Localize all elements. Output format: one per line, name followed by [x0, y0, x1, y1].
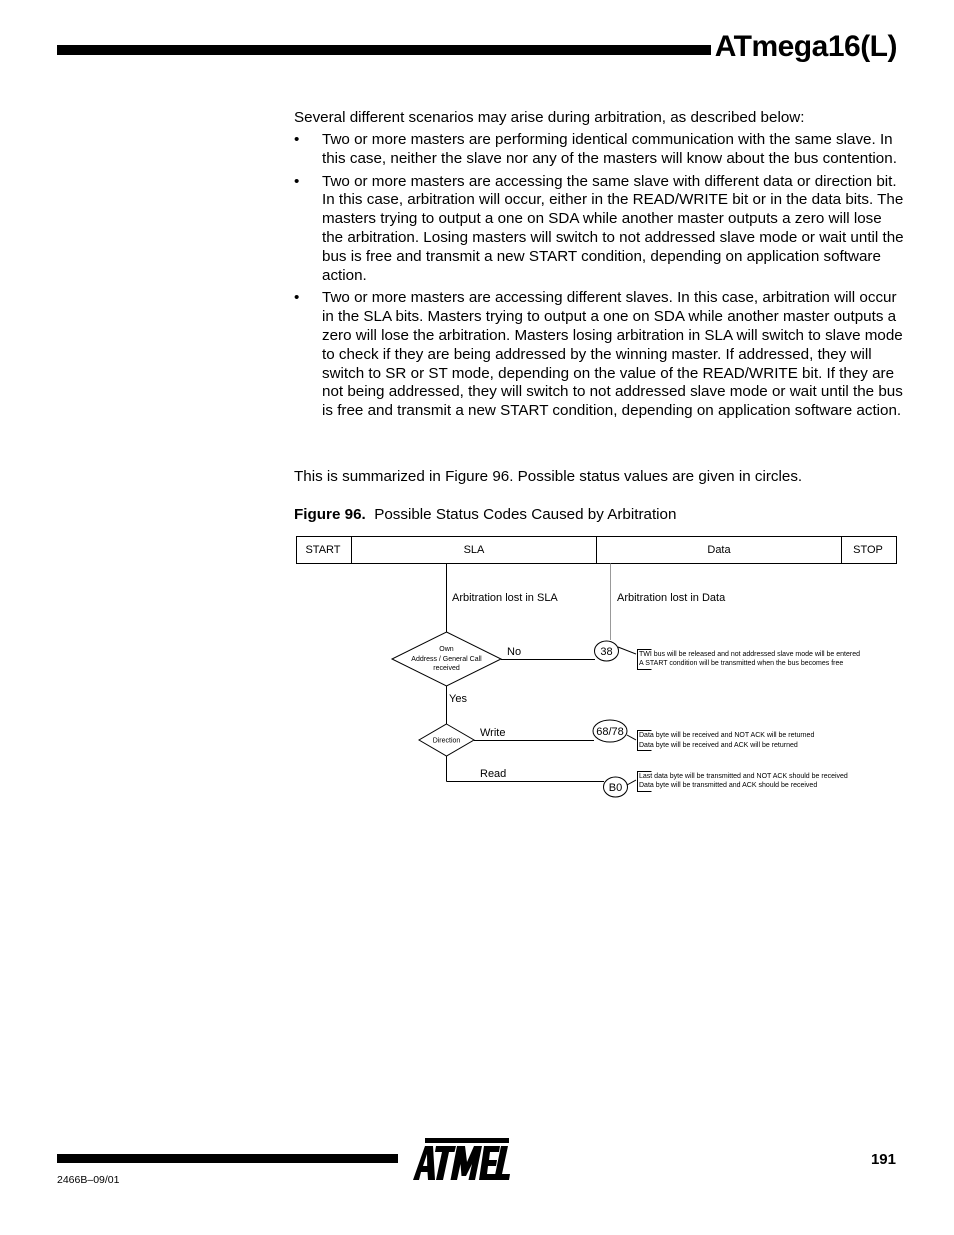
- decision1-line2: Address / General Call: [411, 656, 482, 663]
- phase-data-label: Data: [707, 544, 731, 556]
- atmel-logo: [411, 1136, 511, 1184]
- yes-label: Yes: [449, 693, 467, 705]
- lost-in-sla-label: Arbitration lost in SLA: [452, 592, 558, 604]
- write-label: Write: [480, 727, 506, 739]
- summary-paragraph: This is summarized in Figure 96. Possible status values are given in circles.: [294, 468, 803, 485]
- phase-sla-label: SLA: [463, 544, 485, 556]
- note-connector: [627, 780, 636, 785]
- decision1-line3: received: [433, 665, 460, 672]
- footer-rule: [57, 1154, 398, 1163]
- figure-number: Figure 96.: [294, 506, 366, 523]
- bullet-marker: •: [294, 131, 300, 148]
- status-38-label: 38: [600, 646, 613, 658]
- phase-start-label: START: [305, 544, 341, 556]
- note-connector: [627, 735, 636, 740]
- read-label: Read: [480, 768, 507, 780]
- lost-in-data-label: Arbitration lost in Data: [617, 592, 726, 604]
- bullet-marker: •: [294, 289, 300, 307]
- status-6878-label: 68/78: [596, 726, 624, 738]
- bullet-text: Two or more masters are performing identical communication with the same slave. In this case, neither the slave nor any of the masters will know about the bus contention.: [322, 131, 897, 167]
- document-id: 2466B–09/01: [57, 1174, 120, 1186]
- page-title: ATmega16(L): [714, 30, 897, 63]
- note-write-line1: Data byte will be received and NOT ACK will be returned: [639, 732, 815, 739]
- decision2-label: Direction: [432, 737, 461, 745]
- page-number: 191: [870, 1151, 896, 1168]
- decision1-line1: Own: [439, 646, 454, 653]
- phase-bar: [297, 537, 897, 564]
- note-read-line1: Last data byte will be transmitted and NOT ACK should be received: [639, 773, 848, 780]
- note-connector: [618, 647, 636, 654]
- bullet-marker: •: [294, 172, 300, 190]
- note-write-line2: Data byte will be received and ACK will be returned: [639, 742, 798, 749]
- figure-title: Possible Status Codes Caused by Arbitration: [374, 506, 677, 523]
- status-b0-label: B0: [608, 782, 623, 794]
- note-38-line1: TWI bus will be released and not addressed slave mode will be entered: [639, 651, 861, 658]
- bullet-text: Two or more masters are accessing different slaves. In this case, arbitration will occur in the SLA bits. Masters trying to output a one on SDA while another master outputs a zero will lose the arbitration. Masters losing arbitration in SLA will switch to slave mode to check if they are being addressed by the winning master. If addressed, they will switch to SR or ST mode, depending on the value of the READ/WRITE bit. If they are not being addressed, they will switch to not addressed slave mode or wait until the bus is free and transmit a new START condition, depending on application software action.: [322, 289, 903, 420]
- no-label: No: [507, 646, 522, 658]
- note-read-line2: Data byte will be transmitted and ACK should be received: [639, 782, 818, 789]
- intro-paragraph: Several different scenarios may arise during arbitration, as described below:: [294, 109, 805, 126]
- phase-stop-label: STOP: [853, 544, 883, 556]
- bullet-text: Two or more masters are accessing the same slave with different data or direction bit. In this case, arbitration will occur, either in the READ/WRITE bit or in the data bits. The masters trying to output a one on SDA while another master outputs a zero will lose the arbitration. Losing masters will switch to not addressed slave mode or wait until the bus is free and transmit a new START condition, depending on application software action.: [322, 172, 904, 284]
- note-38-line2: A START condition will be transmitted when the bus becomes free: [639, 660, 844, 667]
